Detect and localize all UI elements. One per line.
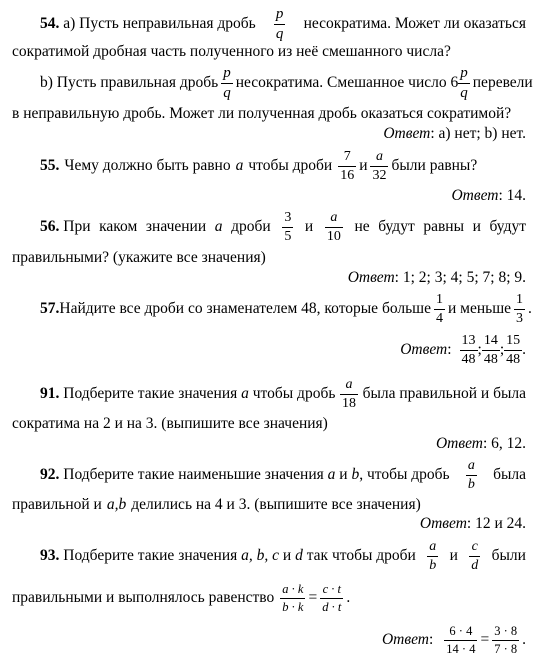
fraction-numerator: 6 · 4 [449,624,473,638]
equals-sign: = [308,589,318,606]
answer-label: Ответ [419,515,467,532]
fraction-p-q [221,66,233,101]
problem-number: 55. [40,157,60,174]
problem-number: 91. [40,385,60,402]
fraction-numerator: a [345,376,353,392]
fraction-denominator: 16 [340,167,355,183]
problem-text: чтобы дроби [248,157,333,174]
fraction-a-10 [325,211,343,244]
fraction-denominator: b · k [282,599,304,614]
problem-text: При [63,218,91,235]
fraction-numerator: 3 · 8 [494,624,518,638]
problem-text: были равны? [391,157,478,174]
punctuation: . [522,631,526,648]
problem-text: и [282,547,292,564]
problem-56-answer [12,268,526,288]
fraction-1-3 [514,293,525,326]
punctuation: . [346,589,351,606]
answer-value: : а) нет; b) нет. [430,125,526,142]
problem-91-line1 [40,374,526,414]
fraction-c-d [469,540,480,573]
fraction-denominator: d · t [322,599,342,614]
part-label: а) [63,15,76,32]
fraction-denominator: 4 [436,310,443,326]
problem-text: будут [489,218,526,235]
problem-text: сократима на 2 и на 3. (выпишите все значения) [12,415,328,432]
fraction-a-18 [340,378,358,411]
fraction-numerator: 14 [483,332,498,348]
problem-text: равны [423,218,464,235]
separator: ; [499,341,505,358]
answer-fraction [482,334,500,367]
fraction-denominator: 5 [284,228,292,244]
fraction-numerator: p [275,5,284,22]
problem-number: 57. [40,300,60,317]
answer-label: Ответ [400,341,448,358]
answer-label: Ответ [451,187,499,204]
problem-92-answer [12,514,526,534]
fraction-numerator: a [330,209,338,225]
fraction-numerator: 3 [284,209,292,225]
variable: a [241,385,249,402]
problem-text: Подберите такие значения [63,385,238,402]
fraction-numerator: p [223,64,231,81]
problem-number: 54. [40,15,60,32]
fraction-denominator: 3 [516,310,524,326]
problem-56-line1 [40,206,526,248]
variable: b [351,466,360,483]
fraction-numerator: a [429,538,437,554]
fraction-denominator: b [467,476,475,492]
problem-text: в неправильную дробь. Может ли полученная дробь оказаться сократимой? [12,105,512,122]
fraction-denominator: 32 [372,167,387,183]
problem-text: была [493,466,526,483]
fraction-denominator: 48 [461,351,476,367]
fraction-denominator: b [429,557,437,573]
problem-54-line2 [12,42,526,62]
problem-text: перевели [472,74,533,91]
problem-text: так чтобы дроби [306,547,416,564]
problem-number: 56. [40,218,60,235]
answer-label: Ответ [435,435,483,452]
problem-93-line2 [12,578,526,618]
punctuation: . [522,341,526,358]
part-label: b) [40,74,53,91]
variable: a,b [106,496,127,513]
problem-91-line2 [12,414,526,434]
fraction-a-32 [370,150,388,183]
problem-text: Пусть правильная дробь [56,74,219,91]
answer-value: : 14. [498,187,526,204]
punctuation: . [528,300,532,317]
fraction-denominator: d [471,557,479,573]
fraction-numerator: a · k [282,582,304,596]
answer-fraction [504,334,522,367]
answer-value: : 12 и 24. [466,515,526,532]
problem-54-answer [12,124,526,144]
problem-56-line2 [12,248,526,268]
fraction-numerator: a [375,148,383,164]
answer-fraction [460,334,478,367]
problem-92-line2 [12,495,526,515]
variable: a [327,466,336,483]
fraction-denominator: 48 [483,351,498,367]
problem-number: 92. [40,466,60,483]
equation-right-fraction [320,583,343,613]
problem-text: не [354,218,370,235]
problem-text: дроби [231,218,271,235]
fraction-numerator: p [460,64,468,81]
fraction-denominator: q [275,25,284,42]
equals-sign: = [480,631,490,648]
answer-label: Ответ [381,631,429,648]
fraction-a-b [427,540,438,573]
fraction-numerator: 15 [506,332,521,348]
separator: ; [477,341,482,358]
problem-text: была правильной и была [362,385,526,402]
problem-text: делились на 4 и 3. (выпишите все значения) [131,496,421,513]
variable: a [214,218,223,235]
fraction-denominator: 7 · 8 [494,641,518,656]
problem-text: и [304,218,314,235]
fraction-denominator: 18 [341,395,356,411]
fraction-p-q [274,7,286,42]
problem-93-answer: Ответ : $\frac{6 \cdot 4}{14 \cdot 4}$ = $\frac{3 \cdot 8}{7 \cdot 8}$ . [381,624,526,656]
variable: a, b, c [241,547,280,564]
fraction-numerator: c · t [322,582,341,596]
problem-text: , чтобы дробь [359,466,450,483]
fraction-numerator: 1 [516,291,524,307]
fraction-denominator: q [223,84,231,101]
fraction-7-16 [338,150,356,183]
fraction-numerator: c [471,538,478,554]
answer-label: Ответ [347,269,395,286]
fraction-a-b [466,459,477,492]
fraction-numerator: a [467,457,475,473]
problem-text: сократимой дробная часть полученного из неё смешанного числа? [12,43,451,60]
problem-91-answer [12,434,526,454]
problem-55-line1 [40,146,526,186]
problem-text: несократима. Смешанное число 6 [235,74,459,91]
problem-text: Найдите все дроби со знаменателем 48, которые больше [59,300,431,317]
fraction-denominator: q [460,84,468,101]
problem-text: и меньше [448,300,512,317]
answer-label: Ответ [383,125,431,142]
problem-text: и [359,157,368,174]
answer-right-fraction [492,625,519,655]
problem-55-answer [12,186,526,206]
fraction-denominator: 10 [326,228,341,244]
equation-left-fraction [280,583,305,613]
problem-text: каком [99,218,138,235]
problem-text: Пусть неправильная дробь [79,15,256,32]
fraction-denominator: 14 · 4 [446,641,476,656]
problem-93-line1 [40,536,526,576]
problem-text: и [449,547,458,564]
problem-54-line3 [40,64,533,101]
answer-value: : 1; 2; 3; 4; 5; 7; 8; 9. [394,269,526,286]
fraction-p-q [458,66,470,101]
problem-text: и [472,218,481,235]
answer-left-fraction [444,625,477,655]
problem-text: правильной и [12,496,102,513]
problem-92-line1 [40,456,526,494]
problem-text: чтобы дробь [252,385,336,402]
problem-text: и [339,466,348,483]
problem-number: 93. [40,547,60,564]
answer-value: : 6, 12. [482,435,526,452]
problem-text: несократима. Может ли оказаться [303,15,526,32]
fraction-3-5 [282,211,293,244]
problem-text: Подберите такие значения [63,547,238,564]
problem-57-answer: Ответ : $\frac{13}{48}$ ; $\frac{14}{48}$ ; $\frac{15}{48}$ . [400,332,526,367]
problem-text: Чему должно быть равно [64,157,231,174]
problem-text: значении [145,218,207,235]
problem-text: правильными и выполнялось равенство [12,589,275,606]
fraction-denominator: 48 [506,351,521,367]
problem-54-line1 [40,7,526,41]
fraction-numerator: 7 [343,148,351,164]
problem-text: были [491,547,526,564]
variable: d [295,547,303,564]
problem-57-line1 [40,288,532,330]
fraction-numerator: 13 [461,332,476,348]
variable: a [235,157,244,174]
problem-54-line4 [12,104,526,124]
problem-text: правильными? (укажите все значения) [12,249,266,266]
problem-text: Подберите такие наименьшие значения [63,466,324,483]
problem-text: будут [378,218,415,235]
fraction-numerator: 1 [436,291,443,307]
fraction-1-4 [434,293,445,326]
